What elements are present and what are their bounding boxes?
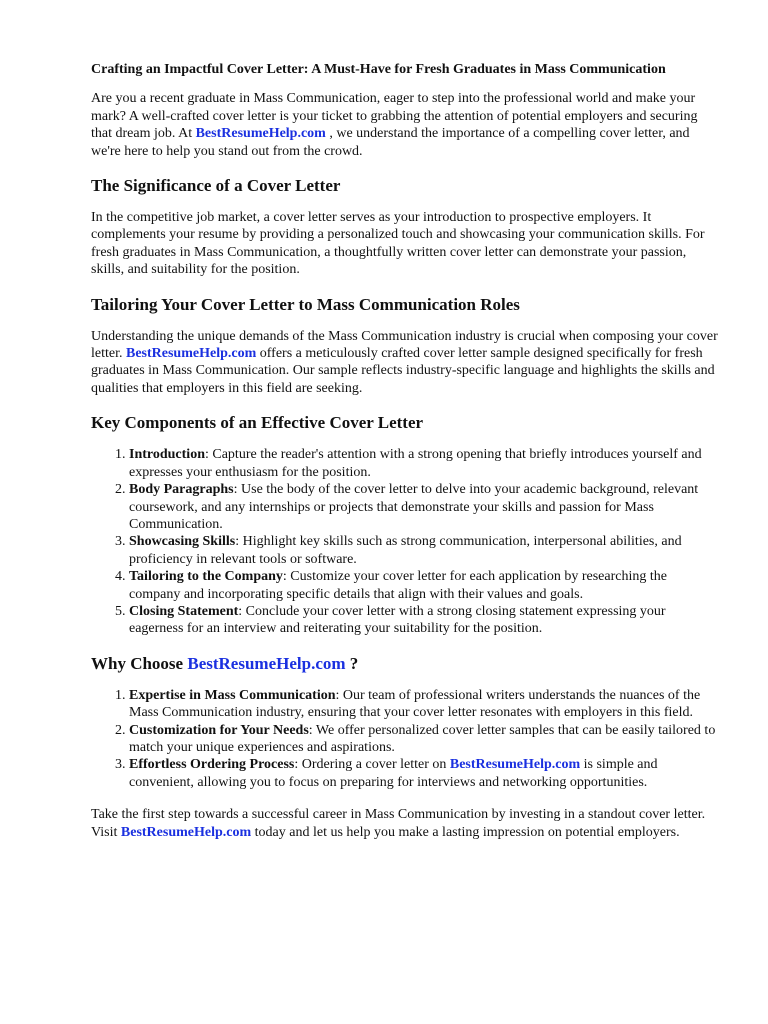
list-item-text: : Capture the reader's attention with a strong opening that briefly introduces yourself and expresses your enthusiasm for the position. [129, 447, 702, 480]
list-item-text: : Our team of professional writers understands the nuances of the Mass Communication industry, ensuring that your cover letter resonates with employers in this field. [129, 687, 701, 721]
intro-link[interactable]: BestResumeHelp.com [195, 126, 326, 142]
components-list [91, 446, 721, 637]
document-body [91, 61, 721, 856]
why-heading-link[interactable]: BestResumeHelp.com [187, 653, 346, 673]
list-item-term: Body Paragraphs [129, 482, 234, 498]
why-list [91, 687, 721, 791]
list-item-text: : Customize your cover letter for each application by researching the company and incorporating specific details that align with their values and goals. [129, 569, 667, 602]
closing-text-before: Take the first step towards a successful career in Mass Communication by investing in a standout cover letter. Visit [91, 807, 706, 840]
list-item-text: : Ordering a cover letter on [294, 757, 450, 773]
why-heading-before: Why Choose [91, 653, 188, 673]
significance-paragraph: In the competitive job market, a cover letter serves as your introduction to prospective employers. It complements your resume by providing a personalized touch and showcasing your communication skills. For fresh graduates in Mass Communication, a thoughtfully written cover letter can demonstrate your passion, skills, and suitability for the position. [91, 210, 705, 278]
list-item-text: : Conclude your cover letter with a strong closing statement expressing your eagerness for an interview and reiterating your suitability for the position. [129, 603, 666, 637]
closing-text-after: today and let us help you make a lasting impression on potential employers. [251, 824, 680, 840]
tailoring-link[interactable]: BestResumeHelp.com [126, 346, 257, 362]
components-heading: Key Components of an Effective Cover Letter [91, 413, 424, 433]
list-item-term: Expertise in Mass Communication [129, 687, 336, 703]
list-item [129, 481, 721, 533]
list-item [129, 687, 721, 722]
document-title: Crafting an Impactful Cover Letter: A Must-Have for Fresh Graduates in Mass Communication [91, 62, 666, 77]
list-item-text-after: is simple and convenient, allowing you to focus on preparing for interviews and networking opportunities. [129, 757, 658, 790]
why-heading [91, 653, 721, 674]
list-item [129, 533, 721, 568]
list-item-term: Tailoring to the Company [129, 569, 283, 585]
tailoring-text-after: offers a meticulously crafted cover letter sample designed specifically for fresh graduates in Mass Communication. Our sample reflects industry-specific language and highlights the skills and qualities that employers in this field are seeking. [91, 346, 715, 396]
intro-paragraph [91, 90, 721, 160]
list-item-text: : Highlight key skills such as strong communication, interpersonal abilities, and proficiency in relevant tools or software. [129, 534, 682, 567]
list-item [129, 603, 721, 638]
list-item [129, 756, 721, 791]
intro-text-before: Are you a recent graduate in Mass Communication, eager to step into the professional world and make your mark? A well-crafted cover letter is your ticket to grabbing the attention of potential employers and securing that dream job. At [91, 91, 698, 142]
list-item-term: Effortless Ordering Process [129, 757, 295, 773]
list-item-term: Customization for Your Needs [129, 722, 309, 738]
intro-text-after: , we understand the importance of a compelling cover letter, and we're here to help you stand out from the crowd. [91, 126, 690, 159]
list-item-term: Showcasing Skills [129, 534, 236, 550]
closing-link[interactable]: BestResumeHelp.com [120, 824, 252, 840]
significance-heading: The Significance of a Cover Letter [91, 176, 341, 196]
list-item [129, 446, 721, 481]
why-heading-after: ? [345, 653, 359, 673]
list-item-text: : We offer personalized cover letter samples that can be easily tailored to match your unique experiences and aspirations. [129, 722, 716, 755]
ordering-link[interactable]: BestResumeHelp.com [449, 757, 581, 773]
list-item-term: Closing Statement [129, 603, 239, 619]
list-item-term: Introduction [129, 447, 205, 463]
list-item [129, 568, 721, 603]
tailoring-heading: Tailoring Your Cover Letter to Mass Communication Roles [91, 294, 520, 314]
tailoring-paragraph [91, 328, 721, 398]
tailoring-text-before: Understanding the unique demands of the Mass Communication industry is crucial when composing your cover letter. [91, 328, 718, 362]
list-item [129, 722, 721, 757]
list-item-text: : Use the body of the cover letter to delve into your academic background, relevant coursework, and any internships or projects that demonstrate your skills and passion for Mass Communication. [129, 482, 699, 532]
closing-paragraph [91, 806, 721, 841]
